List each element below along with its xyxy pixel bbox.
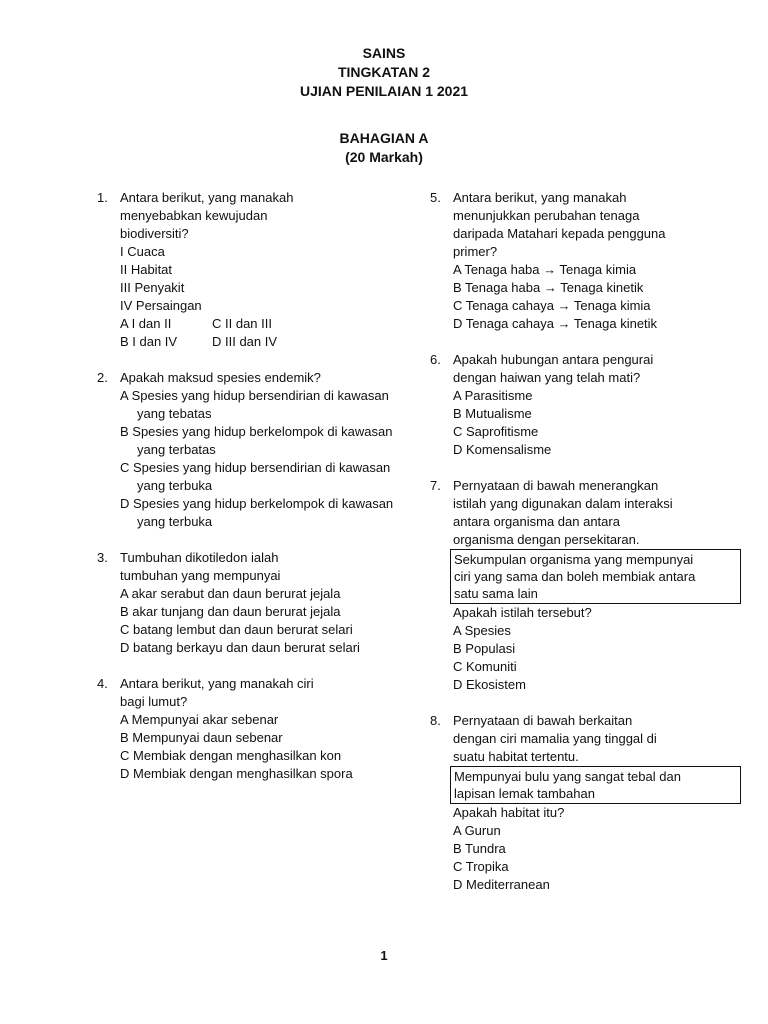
option-c: C Komuniti	[453, 659, 517, 674]
question-7	[430, 477, 730, 694]
option-grid	[120, 315, 397, 351]
question-stem: Antara berikut, yang manakah menyebabkan kewujudan biodiversiti?	[120, 190, 294, 241]
statement-box: Sekumpulan organisma yang mempunyai ciri yang sama dan boleh membiak antara satu sama lain	[450, 549, 741, 604]
statement-item: I Cuaca	[120, 244, 165, 259]
option-b: B Mempunyai daun sebenar	[120, 730, 283, 745]
question-2	[97, 369, 397, 531]
option-b: B I dan IV	[120, 334, 178, 349]
option-a: A Spesies	[453, 623, 511, 638]
option-a: A Parasitisme	[453, 388, 533, 403]
right-column	[430, 189, 730, 912]
option-a: A Tenaga haba → Tenaga kimia	[453, 262, 637, 277]
question-prompt: Apakah istilah tersebut?	[453, 605, 592, 620]
option-b: B Mutualisme	[453, 406, 532, 421]
option-c: C Tenaga cahaya → Tenaga kimia	[453, 298, 651, 313]
option-a: A akar serabut dan daun berurat jejala	[120, 586, 341, 601]
option-c: C Tropika	[453, 859, 509, 874]
question-5	[430, 189, 730, 333]
question-stem: Pernyataan di bawah berkaitan dengan ciri mamalia yang tinggal di suatu habitat tertentu.	[453, 713, 657, 764]
option-d: D Tenaga cahaya → Tenaga kinetik	[453, 316, 658, 331]
option-c: C II dan III	[212, 316, 272, 331]
option-d: D Membiak dengan menghasilkan spora	[120, 766, 353, 781]
option-b: B Tundra	[453, 841, 506, 856]
exam-title: UJIAN PENILAIAN 1 2021	[299, 83, 469, 99]
question-number: 7.	[430, 478, 441, 493]
question-stem: Apakah hubungan antara pengurai dengan haiwan yang telah mati?	[453, 352, 654, 385]
option-c: C Membiak dengan menghasilkan kon	[120, 748, 342, 763]
option-d: D Ekosistem	[453, 677, 526, 692]
question-number: 8.	[430, 713, 441, 728]
statement-item: II Habitat	[120, 262, 173, 277]
option-a: A Mempunyai akar sebenar	[120, 712, 279, 727]
question-stem: Antara berikut, yang manakah ciri bagi lumut?	[120, 676, 314, 709]
section-header	[0, 129, 768, 167]
option-d: D III dan IV	[212, 334, 278, 349]
question-stem: Antara berikut, yang manakah menunjukkan perubahan tenaga daripada Matahari kepada pengguna primer?	[453, 190, 666, 259]
question-stem: Apakah maksud spesies endemik?	[120, 370, 321, 385]
page-number: 1	[380, 948, 388, 963]
question-6	[430, 351, 730, 459]
option-b: B Populasi	[453, 641, 516, 656]
left-column	[97, 189, 397, 801]
option-c: C batang lembut dan daun berurat selari	[120, 622, 353, 637]
option-c: C Saprofitisme	[453, 424, 539, 439]
question-number: 1.	[97, 190, 108, 205]
option-a: A I dan II	[120, 316, 172, 331]
question-number: 3.	[97, 550, 108, 565]
statement-box: Mempunyai bulu yang sangat tebal dan lapisan lemak tambahan	[450, 766, 741, 804]
form-title: TINGKATAN 2	[337, 64, 431, 80]
question-4	[97, 675, 397, 783]
question-1	[97, 189, 397, 351]
statement-item: III Penyakit	[120, 280, 185, 295]
option-c: C Spesies yang hidup bersendirian di kawasan yang terbuka	[120, 460, 391, 493]
option-b: B akar tunjang dan daun berurat jejala	[120, 604, 341, 619]
option-d: D batang berkayu dan daun berurat selari	[120, 640, 360, 655]
option-d: D Mediterranean	[453, 877, 550, 892]
subject-title: SAINS	[362, 45, 406, 61]
question-stem: Pernyataan di bawah menerangkan istilah yang digunakan dalam interaksi antara organisma dan antara organisma dengan persekitaran.	[453, 478, 673, 547]
question-number: 2.	[97, 370, 108, 385]
option-d: D Komensalisme	[453, 442, 552, 457]
question-3	[97, 549, 397, 657]
option-a: A Spesies yang hidup bersendirian di kawasan yang tebatas	[120, 388, 389, 421]
option-a: A Gurun	[453, 823, 501, 838]
statement-item: IV Persaingan	[120, 298, 202, 313]
exam-header	[0, 44, 768, 101]
section-title: BAHAGIAN A	[339, 130, 429, 146]
question-number: 6.	[430, 352, 441, 367]
option-b: B Spesies yang hidup berkelompok di kawasan yang terbatas	[120, 424, 393, 457]
question-stem: Tumbuhan dikotiledon ialah tumbuhan yang mempunyai	[120, 550, 281, 583]
option-d: D Spesies yang hidup berkelompok di kawasan yang terbuka	[120, 496, 394, 529]
marks-label: (20 Markah)	[345, 149, 423, 165]
question-number: 4.	[97, 676, 108, 691]
question-number: 5.	[430, 190, 441, 205]
question-prompt: Apakah habitat itu?	[453, 805, 565, 820]
question-8	[430, 712, 730, 894]
option-b: B Tenaga haba → Tenaga kinetik	[453, 280, 644, 295]
